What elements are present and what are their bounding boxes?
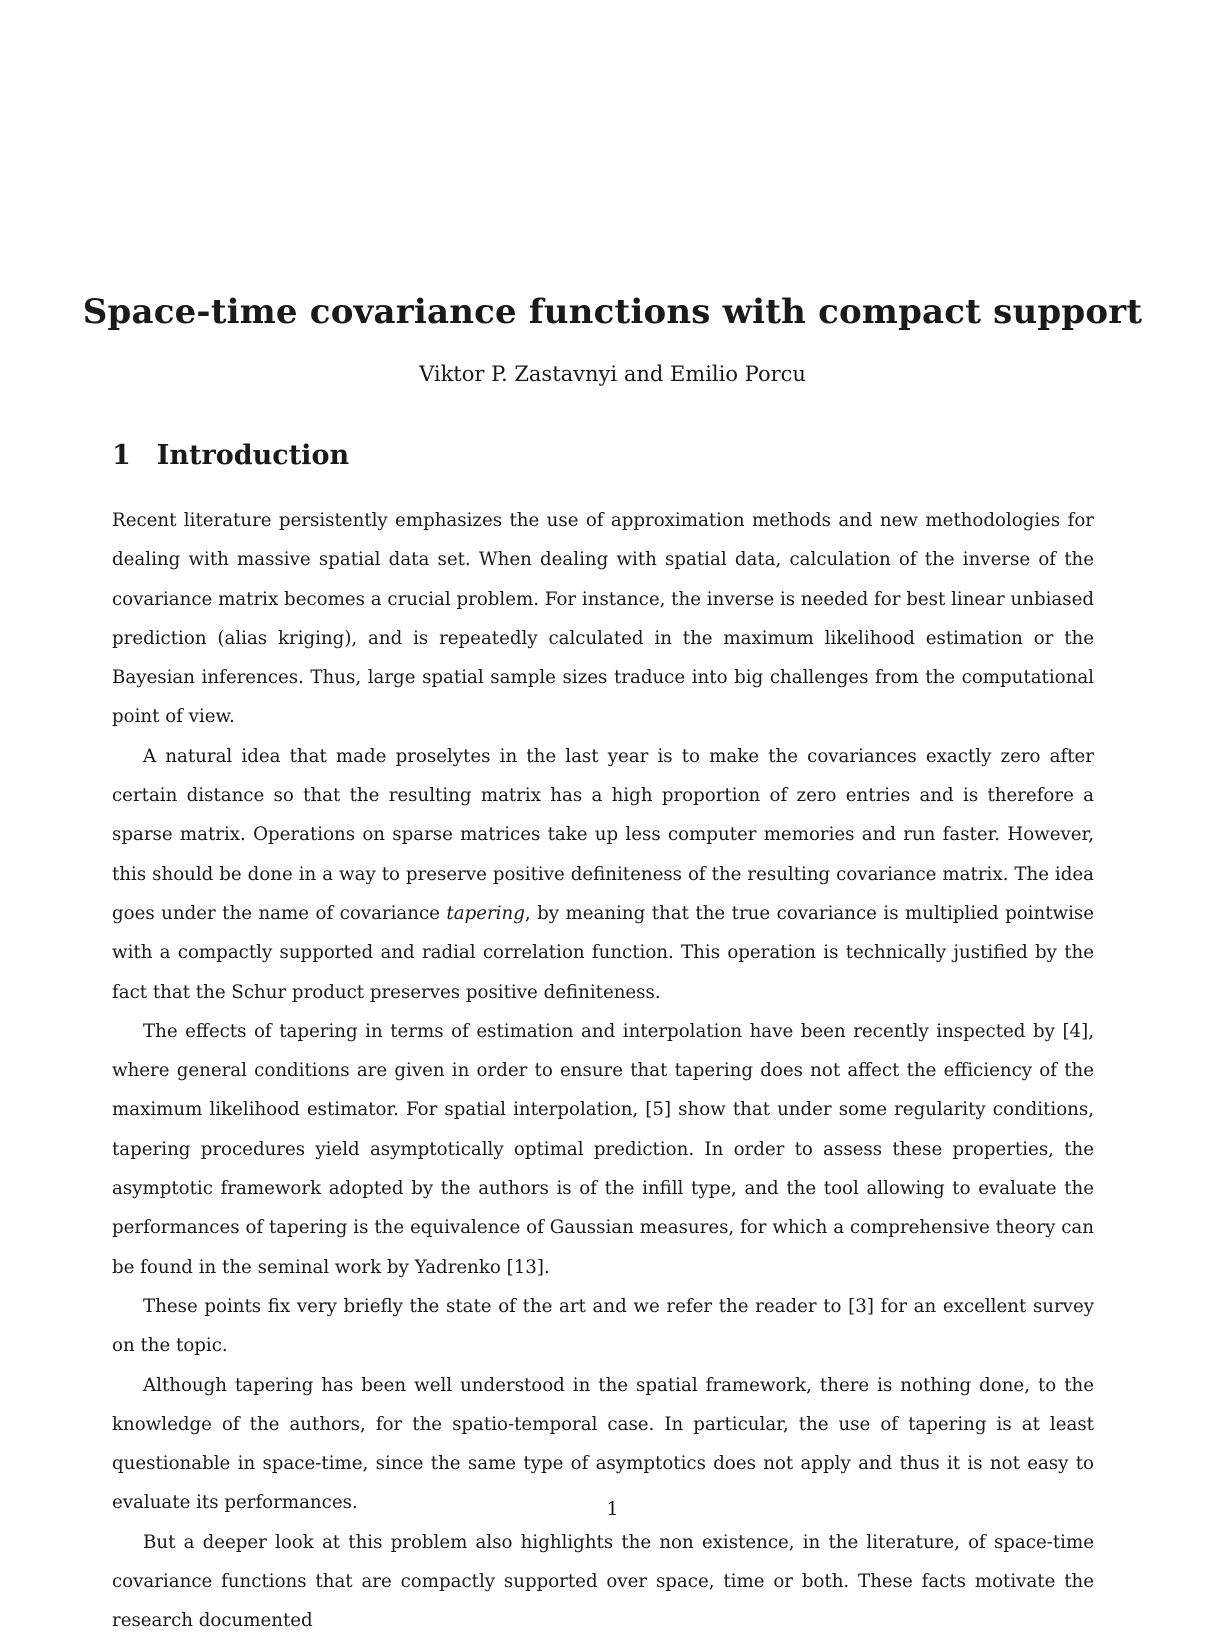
section-title: Introduction: [156, 440, 350, 471]
section-heading: [112, 440, 349, 471]
paragraph-2-text-after: , by meaning that the true covariance is multiplied pointwise with a compactly supported and radial correlation function. This operation is technically justified by the fact that the Schur product preserves positive definiteness.: [112, 902, 1094, 1003]
paragraph-1: Recent literature persistently emphasizes the use of approximation methods and new methodologies for dealing with massive spatial data set. When dealing with spatial data, calculation of the inverse of the covariance matrix becomes a crucial problem. For instance, the inverse is needed for best linear unbiased prediction (alias kriging), and is repeatedly calculated in the maximum likelihood estimation or the Bayesian inferences. Thus, large spatial sample sizes traduce into big challenges from the computational point of view.: [112, 510, 1094, 728]
paragraph-3: The effects of tapering in terms of estimation and interpolation have been recently inspected by [4], where general conditions are given in order to ensure that tapering does not affect the efficiency of the maximum likelihood estimator. For spatial interpolation, [5] show that under some regularity conditions, tapering procedures yield asymptotically optimal prediction. In order to assess these properties, the asymptotic framework adopted by the authors is of the infill type, and the tool allowing to evaluate the performances of tapering is the equivalence of Gaussian measures, for which a comprehensive theory can be found in the seminal work by Yadrenko [13].: [112, 1020, 1094, 1278]
paper-title: Space-time covariance functions with compact support: [82, 292, 1143, 332]
page-number: 1: [606, 1498, 619, 1520]
paragraph-4: These points fix very briefly the state of the art and we refer the reader to [3] for an excellent survey on the topic.: [112, 1295, 1094, 1357]
paper-authors: Viktor P. Zastavnyi and Emilio Porcu: [419, 362, 806, 386]
section-number: 1: [112, 440, 131, 471]
paragraph-2-text-before: A natural idea that made proselytes in the last year is to make the covariances exactly zero after certain distance so that the resulting matrix has a high proportion of zero entries and is therefore a sparse matrix. Operations on sparse matrices take up less computer memories and run faster. However, this should be done in a way to preserve positive definiteness of the resulting covariance matrix. The idea goes under the name of covariance: [112, 745, 1094, 924]
body-text: [112, 501, 1094, 1641]
paragraph-6: But a deeper look at this problem also highlights the non existence, in the literature, of space-time covariance functions that are compactly supported over space, time or both. These facts motivate the research documented: [112, 1531, 1094, 1632]
paragraph-2-emphasis: tapering: [446, 902, 525, 924]
paragraph-5: Although tapering has been well understood in the spatial framework, there is nothing done, to the knowledge of the authors, for the spatio-temporal case. In particular, the use of tapering is at least questionable in space-time, since the same type of asymptotics does not apply and thus it is not easy to evaluate its performances.: [112, 1374, 1094, 1514]
paragraph-2: [112, 737, 1094, 1012]
